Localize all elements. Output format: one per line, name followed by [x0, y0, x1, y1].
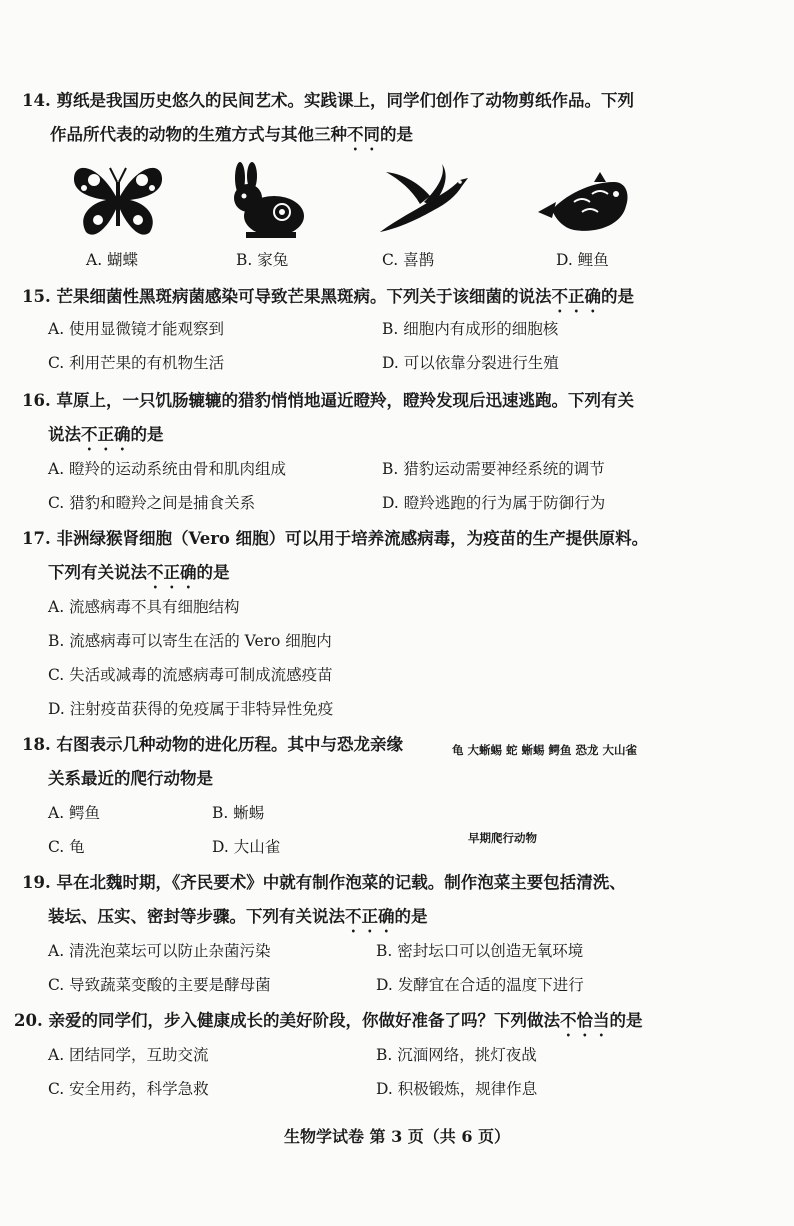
q17-stem-line2: 下列有关说法不正确的是 — [48, 563, 230, 582]
q19-stem-line1: 19. 早在北魏时期，《齐民要术》中就有制作泡菜的记载。制作泡菜主要包括清洗、 — [22, 873, 626, 892]
q15-option-c: C. 利用芒果的有机物生活 — [48, 354, 225, 372]
q20-option-c: C. 安全用药，科学急救 — [48, 1080, 209, 1098]
q16-stem-line2: 说法不正确的是 — [48, 425, 164, 444]
q15-option-a: A. 使用显微镜才能观察到 — [48, 320, 225, 338]
q17-option-c: C. 失活或减毒的流感病毒可制成流感疫苗 — [48, 666, 333, 684]
q15-option-b: B. 细胞内有成形的细胞核 — [382, 320, 559, 338]
q16-option-b: B. 猎豹运动需要神经系统的调节 — [382, 460, 605, 478]
q18-stem-line1: 18. 右图表示几种动物的进化历程。其中与恐龙亲缘 — [22, 735, 403, 754]
q18-option-c: C. 龟 — [48, 838, 85, 856]
q18-option-b: B. 蜥蜴 — [212, 804, 265, 822]
evolution-diagram-root-label: 早期爬行动物 — [468, 831, 537, 845]
q14-stem-line1: 14. 剪纸是我国历史悠久的民间艺术。实践课上，同学们创作了动物剪纸作品。下列 — [22, 91, 634, 110]
q19-option-a: A. 清洗泡菜坛可以防止杂菌污染 — [48, 942, 271, 960]
q20-option-b: B. 沉湎网络，挑灯夜战 — [376, 1046, 537, 1064]
q17-option-d: D. 注射疫苗获得的免疫属于非特异性免疫 — [48, 700, 334, 718]
carp-papercut-icon — [534, 172, 634, 242]
q14-option-d: D. 鲤鱼 — [556, 251, 609, 269]
q14-option-c: C. 喜鹊 — [382, 251, 435, 269]
q16-option-d: D. 瞪羚逃跑的行为属于防御行为 — [382, 494, 606, 512]
evolution-diagram-top-labels: 龟 大蜥蜴 蛇 蜥蜴 鳄鱼 恐龙 大山雀 — [452, 743, 638, 757]
magpie-papercut-icon — [376, 160, 472, 240]
q14-option-a: A. 蝴蝶 — [86, 251, 139, 269]
q14-stem-line2: 作品所代表的动物的生殖方式与其他三种不同的是 — [50, 125, 413, 144]
q18-option-a: A. 鳄鱼 — [48, 804, 101, 822]
q17-option-a: A. 流感病毒不具有细胞结构 — [48, 598, 240, 616]
q20-option-a: A. 团结同学，互助交流 — [48, 1046, 209, 1064]
q16-stem-line1: 16. 草原上，一只饥肠辘辘的猎豹悄悄地逼近瞪羚，瞪羚发现后迅速逃跑。下列有关 — [22, 391, 634, 410]
page-footer: 生物学试卷 第 3 页（共 6 页） — [283, 1127, 511, 1146]
q19-stem-line2: 装坛、压实、密封等步骤。下列有关说法不正确的是 — [48, 907, 428, 926]
q20-stem: 20. 亲爱的同学们，步入健康成长的美好阶段，你做好准备了吗？下列做法不恰当的是 — [14, 1011, 643, 1030]
q20-option-d: D. 积极锻炼，规律作息 — [376, 1080, 538, 1098]
q15-stem: 15. 芒果细菌性黑斑病菌感染可导致芒果黑斑病。下列关于该细菌的说法不正确的是 — [22, 287, 634, 306]
q17-stem-line1: 17. 非洲绿猴肾细胞（Vero 细胞）可以用于培养流感病毒，为疫苗的生产提供原料。 — [22, 529, 649, 548]
q16-option-c: C. 猎豹和瞪羚之间是捕食关系 — [48, 494, 256, 512]
q17-option-b: B. 流感病毒可以寄生在活的 Vero 细胞内 — [48, 632, 332, 650]
q16-option-a: A. 瞪羚的运动系统由骨和肌肉组成 — [48, 460, 287, 478]
q18-option-d: D. 大山雀 — [212, 838, 281, 856]
butterfly-papercut-icon — [70, 160, 166, 240]
q19-option-b: B. 密封坛口可以创造无氧环境 — [376, 942, 584, 960]
q14-option-b: B. 家兔 — [236, 251, 289, 269]
q19-option-c: C. 导致蔬菜变酸的主要是酵母菌 — [48, 976, 271, 994]
q18-stem-line2: 关系最近的爬行动物是 — [48, 769, 213, 788]
q19-option-d: D. 发酵宜在合适的温度下进行 — [376, 976, 584, 994]
q15-option-d: D. 可以依靠分裂进行生殖 — [382, 354, 559, 372]
rabbit-papercut-icon — [226, 162, 308, 240]
